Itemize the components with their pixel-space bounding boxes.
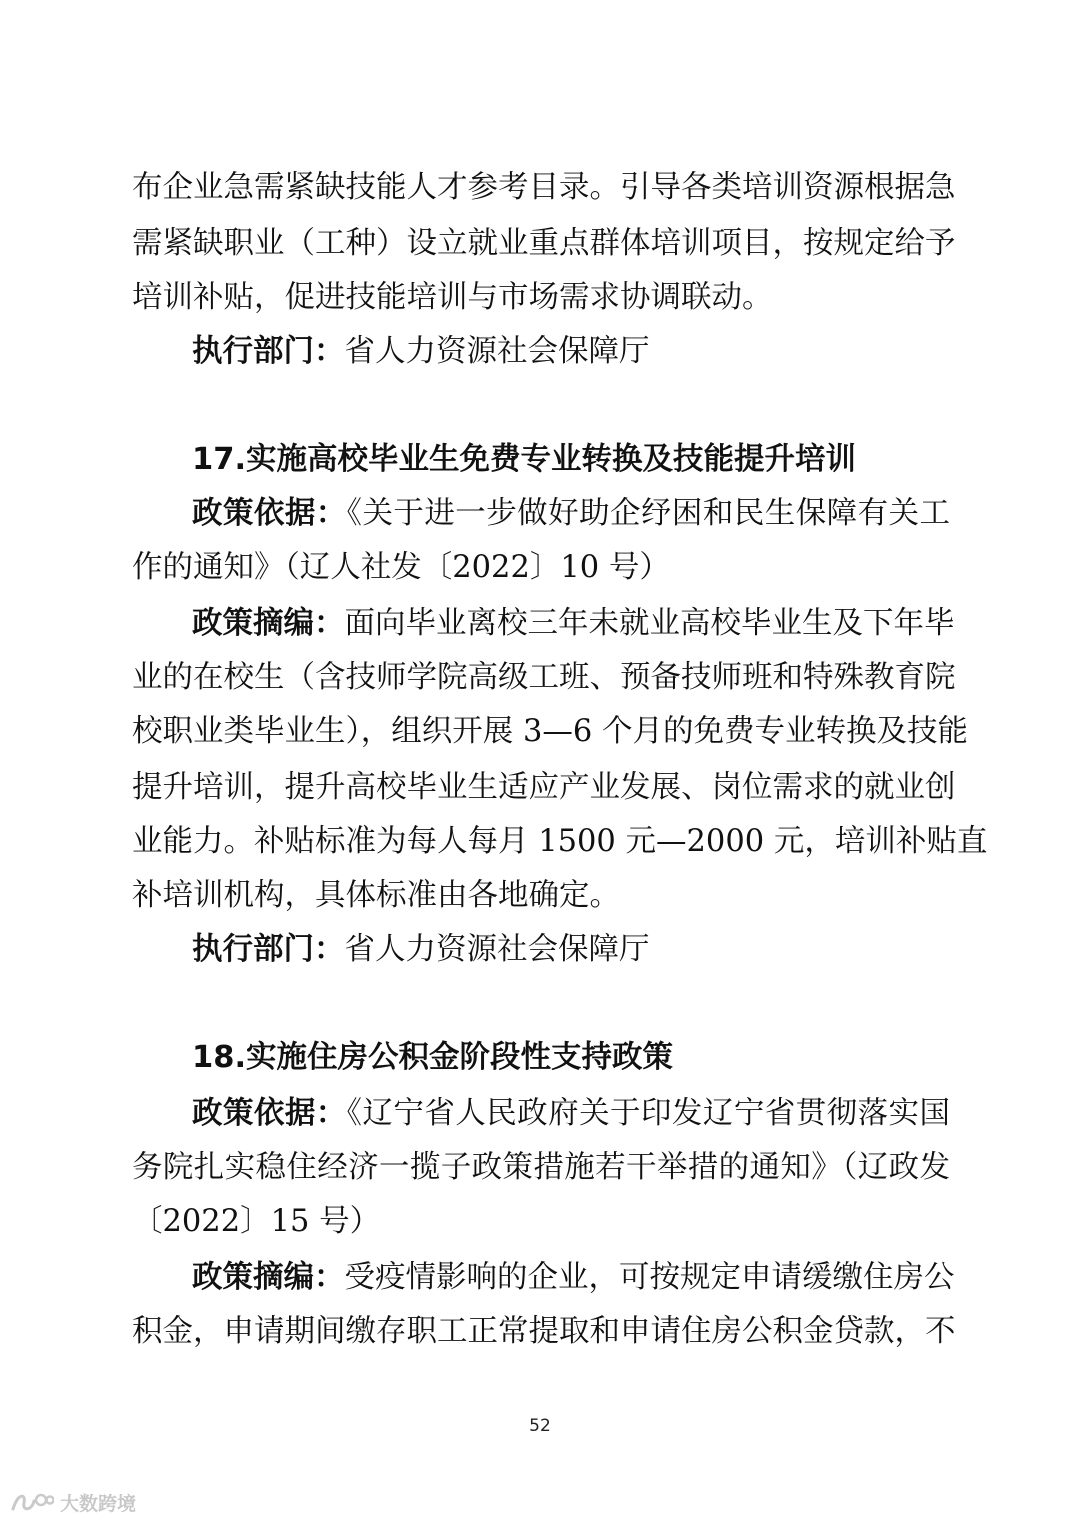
basis-text: 《关于进一步做好助企纾困和民生保障有关工 xyxy=(346,496,951,531)
page-number: 52 xyxy=(529,1416,551,1436)
dept-value: 省人力资源社会保障厅 xyxy=(344,932,650,967)
watermark-text: 大数跨境 xyxy=(60,1492,137,1515)
basis-text: 《辽宁省人民政府关于印发辽宁省贯彻落实国 xyxy=(346,1096,951,1131)
summary-text: 受疫情影响的企业，可按规定申请缓缴住房公 xyxy=(344,1260,955,1295)
basis-label: 政策依据： xyxy=(192,1096,347,1131)
summary-label: 政策摘编： xyxy=(192,1260,345,1295)
watermark xyxy=(10,1488,136,1516)
dept-line xyxy=(192,332,950,372)
paragraph-line: 布企业急需紧缺技能人才参考目录。引导各类培训资源根据急 xyxy=(132,170,956,205)
dept-label: 执行部门： xyxy=(192,932,345,967)
dept-value: 省人力资源社会保障厅 xyxy=(344,334,650,369)
section-heading: 18.实施住房公积金阶段性支持政策 xyxy=(192,1040,674,1075)
basis-label: 政策依据： xyxy=(192,496,347,531)
paragraph-line: 务院扎实稳住经济一揽子政策措施若干举措的通知》（辽政发 xyxy=(132,1150,950,1185)
paragraph-line: 业的在校生（含技师学院高级工班、预备技师班和特殊教育院 xyxy=(132,660,956,695)
paragraph-line: 培训补贴，促进技能培训与市场需求协调联动。 xyxy=(132,280,773,315)
watermark-logo-icon xyxy=(10,1489,54,1515)
section-heading: 17.实施高校毕业生免费专业转换及技能提升培训 xyxy=(192,442,857,477)
summary-line xyxy=(192,1258,955,1298)
paragraph-line: 积金，申请期间缴存职工正常提取和申请住房公积金贷款，不 xyxy=(132,1314,956,1349)
summary-text: 面向毕业离校三年未就业高校毕业生及下年毕 xyxy=(344,606,955,641)
dept-line xyxy=(192,930,950,970)
paragraph-line: 提升培训，提升高校毕业生适应产业发展、岗位需求的就业创 xyxy=(132,770,956,805)
paragraph-line: 作的通知》（辽人社发〔2022〕10 号） xyxy=(132,550,670,585)
paragraph-line: 业能力。补贴标准为每人每月 1500 元—2000 元，培训补贴直 xyxy=(132,824,988,859)
paragraph-line: 〔2022〕15 号） xyxy=(132,1204,381,1239)
paragraph-line: 校职业类毕业生），组织开展 3—6 个月的免费专业转换及技能 xyxy=(132,714,968,749)
dept-label: 执行部门： xyxy=(192,334,345,369)
summary-line xyxy=(192,604,955,644)
summary-label: 政策摘编： xyxy=(192,606,345,641)
basis-line xyxy=(192,1094,950,1134)
paragraph-line: 补培训机构，具体标准由各地确定。 xyxy=(132,878,620,913)
basis-line xyxy=(192,494,950,534)
paragraph-line: 需紧缺职业（工种）设立就业重点群体培训项目，按规定给予 xyxy=(132,226,956,261)
